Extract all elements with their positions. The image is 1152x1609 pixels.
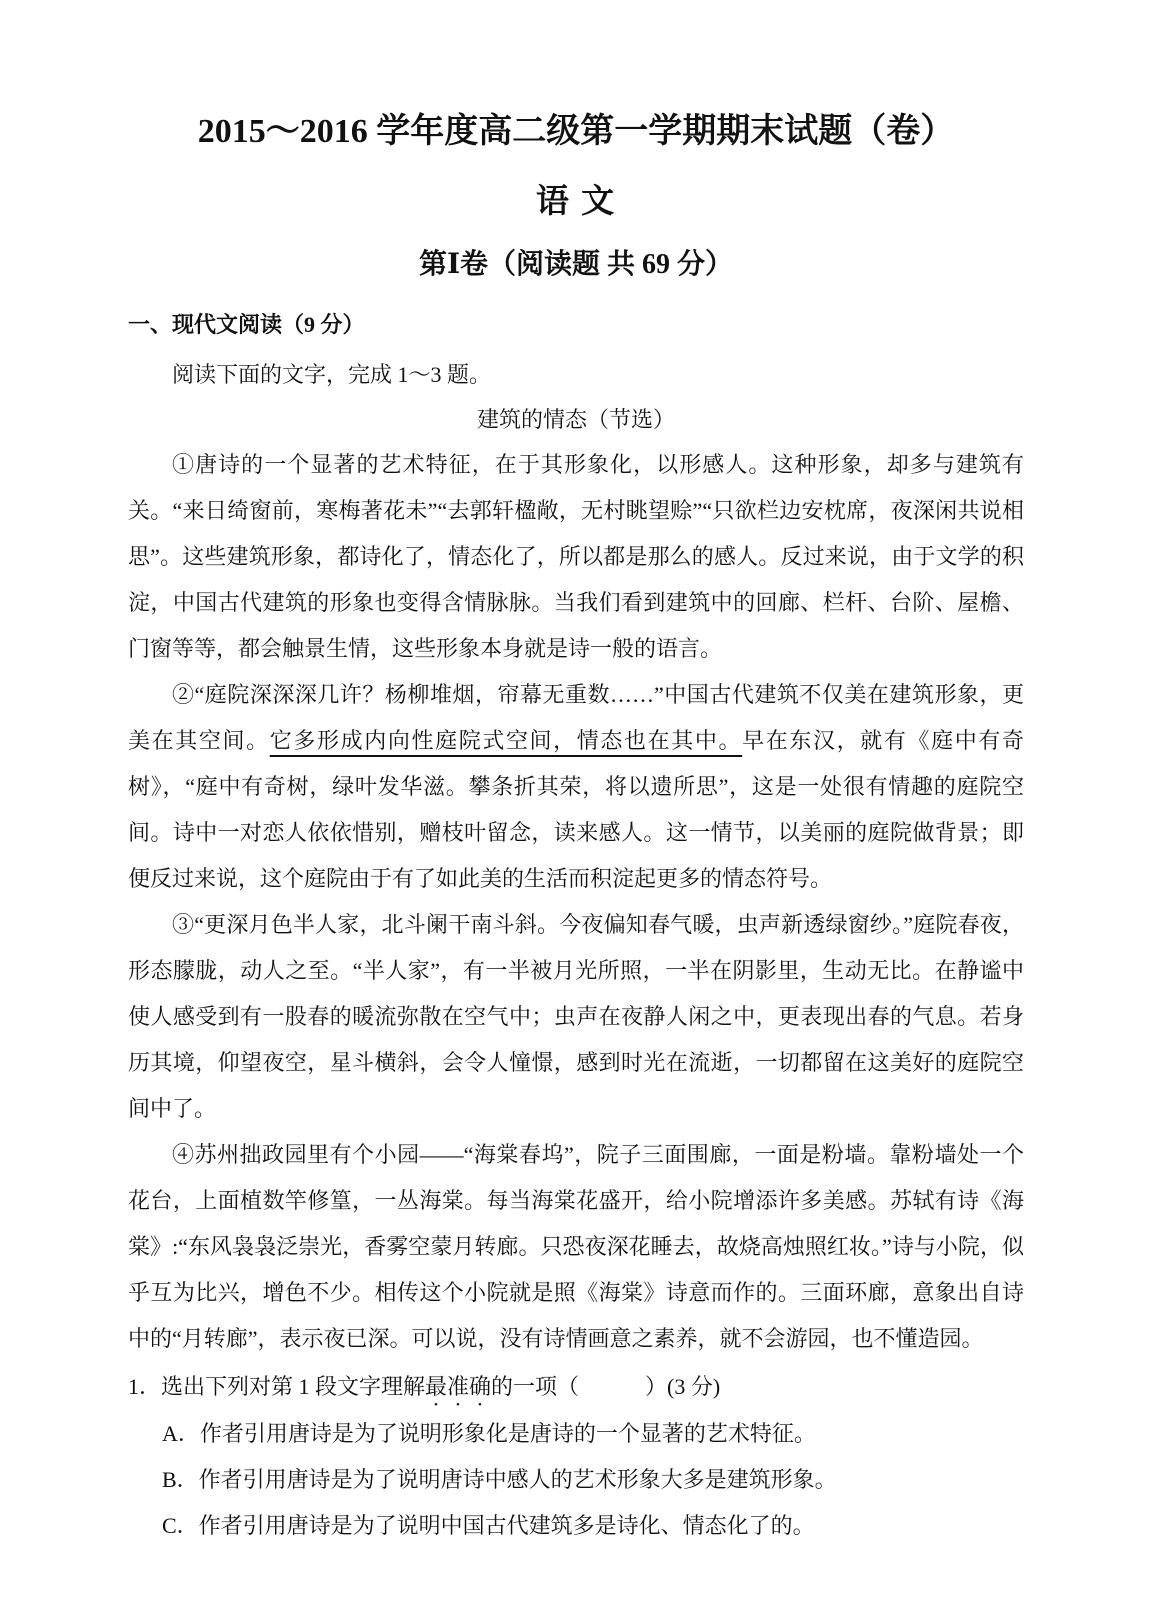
article-paragraph-3: ③“更深月色半人家，北斗阑干南斗斜。今夜偏知春气暖，虫声新透绿窗纱。”庭院春夜，形态朦胧，动人之至。“半人家”，有一半被月光所照，一半在阴影里，生动无比。在静谧中使人感受到有一股春的暖流弥散在空气中；虫声在夜静人闲之中，更表现出春的气息。若身历其境，仰望夜空，星斗横斜，会令人憧憬，感到时光在流逝，一切都留在这美好的庭院空间中了。	[128, 911, 1024, 1121]
question-1-stem-emphasis: 最准确	[425, 1373, 492, 1399]
paragraph-2-underlined-clause: 它多形成内向性庭院式空间，情态也在其中。	[269, 727, 743, 753]
article-paragraph-1: ①唐诗的一个显著的艺术特征，在于其形象化，以形感人。这种形象，却多与建筑有关。“来日绮窗前，寒梅著花未”“去郭轩楹敞，无村眺望赊”“只欲栏边安枕席，夜深闲共说相思”。这些建筑形象，都诗化了，情态化了，所以都是那么的感人。反过来说，由于文学的积淀，中国古代建筑的形象也变得含情脉脉。当我们看到建筑中的回廊、栏杆、台阶、屋檐、门窗等等，都会触景生情，这些形象本身就是诗一般的语言。	[128, 451, 1024, 661]
question-1-stem	[128, 1364, 1024, 1411]
section-one-title: 第Ⅰ卷（阅读题 共 69 分）	[418, 249, 734, 281]
paragraph-2-lead: ②“庭院深深深几许？杨柳堆烟，帘幕无重数……”中国古代建筑不仅美在建筑形象，更美在其空间。	[128, 681, 1024, 753]
exam-title: 2015～2016 学年度高二级第一学期期末试题（卷）	[197, 113, 955, 150]
paragraph-2-rest: 早在东汉，就有《庭中有奇树》，“庭中有奇树，绿叶发华滋。攀条折其荣，将以遗所思”，这是一处很有情趣的庭院空间。诗中一对恋人依依惜别，赠枝叶留念，读来感人。这一情节，以美丽的庭院做背景；即便反过来说，这个庭院由于有了如此美的生活而积淀起更多的情态符号。	[128, 727, 1024, 891]
question-1-option-a: A．作者引用唐诗是为了说明形象化是唐诗的一个显著的艺术特征。	[162, 1420, 816, 1446]
article-title: 建筑的情态（节选）	[476, 406, 675, 432]
question-1-option-c: C．作者引用唐诗是为了说明中国古代建筑多是诗化、情态化了的。	[162, 1512, 815, 1538]
article-paragraph-2	[128, 672, 1024, 902]
question-1-stem-rest: 的一项（ ）(3 分)	[491, 1373, 721, 1399]
question-1-option-b: B．作者引用唐诗是为了说明唐诗中感人的艺术形象大多是建筑形象。	[162, 1466, 837, 1492]
article-paragraph-4: ④苏州拙政园里有个小园——“海棠春坞”，院子三面围廊，一面是粉墙。靠粉墙处一个花台，上面植数竿修篁，一丛海棠。每当海棠花盛开，给小院增添许多美感。苏轼有诗《海棠》:“东风袅袅泛崇光，香雾空蒙月转廊。只恐夜深花睡去，故烧高烛照红妆。”诗与小院，似乎互为比兴，增色不少。相传这个小院就是照《海棠》诗意而作的。三面环廊，意象出自诗中的“月转廊”，表示夜已深。可以说，没有诗情画意之素养，就不会游园，也不懂造园。	[128, 1141, 1024, 1351]
reading-instruction: 阅读下面的文字，完成 1～3 题。	[172, 361, 492, 387]
modern-reading-heading: 一、现代文阅读（9 分）	[128, 311, 365, 337]
question-1-stem-lead: 1．选出下列对第 1 段文字理解	[128, 1373, 426, 1399]
subject-title: 语 文	[535, 183, 617, 220]
